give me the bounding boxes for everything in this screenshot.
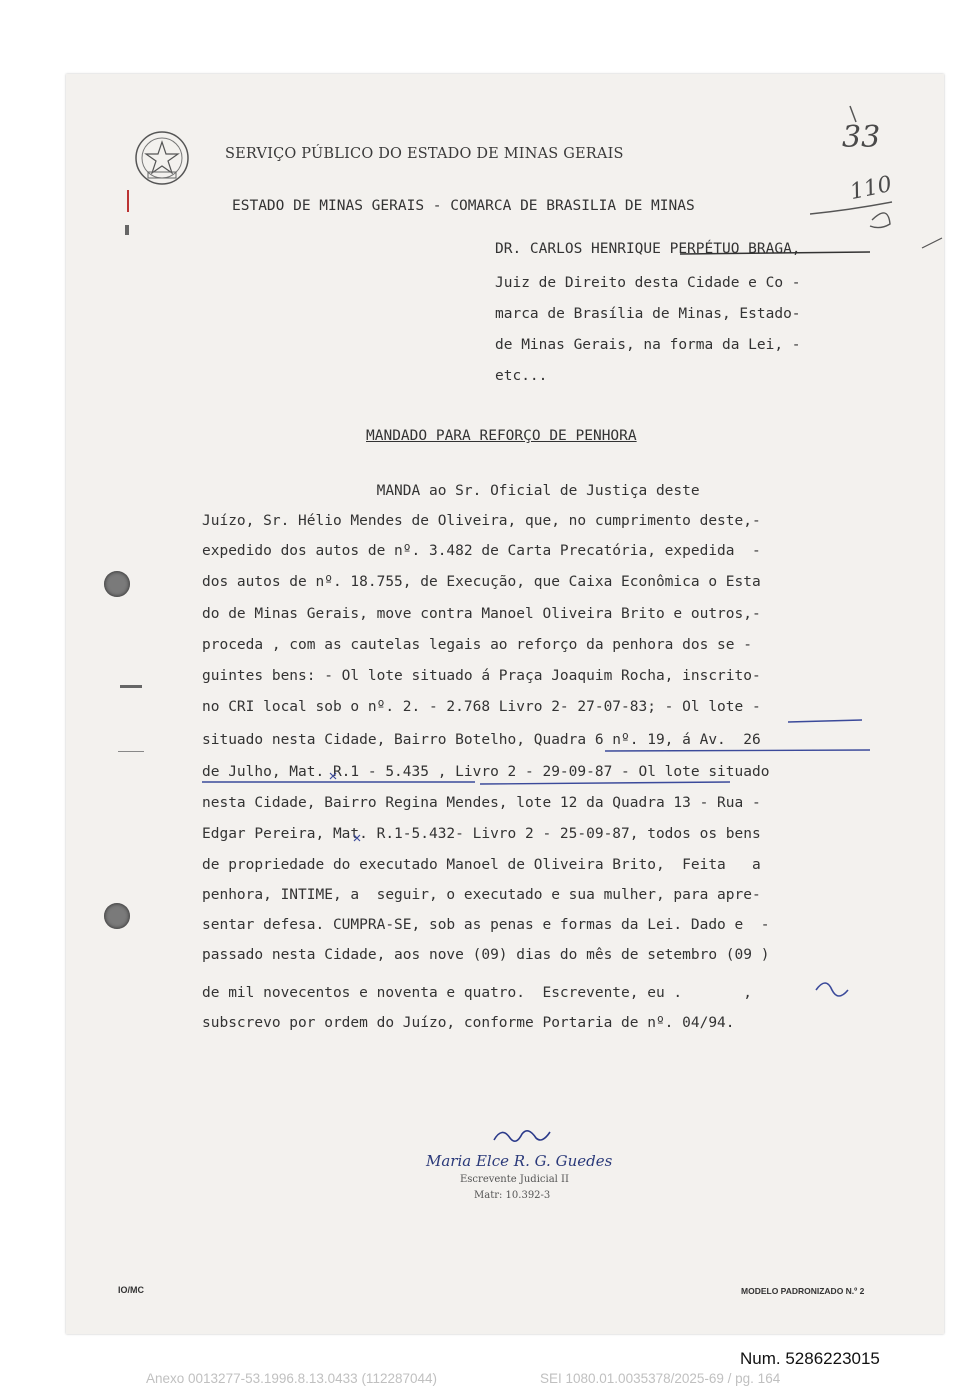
body-line: do de Minas Gerais, move contra Manoel Oliveira Brito e outros,- — [202, 606, 761, 622]
body-line: MANDA ao Sr. Oficial de Justiça deste — [202, 483, 700, 499]
body-line: de Julho, Mat. R.1 - 5.435 , Livro 2 - 29-09-87 - Ol lote situado — [202, 764, 770, 780]
punch-hole-top — [104, 571, 130, 597]
body-line: Juízo, Sr. Hélio Mendes de Oliveira, que, no cumprimento deste,- — [202, 513, 761, 529]
judge-line-5: etc... — [495, 368, 548, 384]
official-stamp — [422, 1126, 622, 1216]
punch-hole-bottom — [104, 903, 130, 929]
page-mark-top: 33 — [842, 120, 881, 155]
stamp-matr: Matr: 10.392-3 — [474, 1190, 551, 1201]
body-line: sentar defesa. CUMPRA-SE, sob as penas e formas da Lei. Dado e - — [202, 917, 770, 933]
body-line: expedido dos autos de nº. 3.482 de Carta Precatória, expedida - — [202, 543, 761, 559]
anexo-reference: Anexo 0013277-53.1996.8.13.0433 (112287044) — [146, 1371, 438, 1386]
judge-line-1: DR. CARLOS HENRIQUE PERPÉTUO BRAGA, — [495, 241, 801, 257]
judge-line-2: Juiz de Direito desta Cidade e Co - — [495, 275, 801, 291]
body-line: passado nesta Cidade, aos nove (09) dias do mês de setembro (09 ) — [202, 947, 770, 963]
body-line: no CRI local sob o nº. 2. - 2.768 Livro 2- 27-07-83; - Ol lote - — [202, 699, 761, 715]
service-heading: SERVIÇO PÚBLICO DO ESTADO DE MINAS GERAIS — [225, 146, 624, 162]
body-line: subscrevo por ordem do Juízo, conforme Portaria de nº. 04/94. — [202, 1015, 735, 1031]
document-title: MANDADO PARA REFORÇO DE PENHORA — [366, 428, 637, 444]
body-line: penhora, INTIME, a seguir, o executado e sua mulher, para apre- — [202, 887, 761, 903]
body-line: dos autos de nº. 18.755, de Execução, que Caixa Econômica o Esta — [202, 574, 761, 590]
margin-tick — [118, 751, 144, 752]
form-model: MODELO PADRONIZADO N.º 2 — [741, 1286, 865, 1296]
judge-line-3: marca de Brasília de Minas, Estado- — [495, 306, 801, 322]
judge-line-4: de Minas Gerais, na forma da Lei, - — [495, 337, 801, 353]
page-mark-second: 110 — [847, 171, 895, 206]
body-line: nesta Cidade, Bairro Regina Mendes, lote 12 da Quadra 13 - Rua - — [202, 795, 761, 811]
margin-tick — [120, 685, 142, 688]
form-code: IO/MC — [118, 1285, 144, 1295]
stamp-signature-name: Maria Elce R. G. Guedes — [426, 1152, 613, 1170]
body-line: guintes bens: - Ol lote situado á Praça Joaquim Rocha, inscrito- — [202, 668, 761, 684]
body-line: de mil novecentos e noventa e quatro. Escrevente, eu . , — [202, 985, 752, 1001]
body-line: de propriedade do executado Manoel de Oliveira Brito, Feita a — [202, 857, 761, 873]
body-line: situado nesta Cidade, Bairro Botelho, Quadra 6 nº. 19, á Av. 26 — [202, 732, 761, 748]
document-number: Num. 5286223015 — [740, 1349, 880, 1368]
sei-reference: SEI 1080.01.0035378/2025-69 / pg. 164 — [540, 1371, 781, 1386]
stamp-role: Escrevente Judicial II — [460, 1174, 569, 1185]
body-line: Edgar Pereira, Mat. R.1-5.432- Livro 2 - 25-09-87, todos os bens — [202, 826, 761, 842]
state-line: ESTADO DE MINAS GERAIS - COMARCA DE BRASILIA DE MINAS — [232, 198, 695, 214]
signature-scribble-icon — [492, 1126, 552, 1146]
body-line: proceda , com as cautelas legais ao reforço da penhora dos se - — [202, 637, 752, 653]
